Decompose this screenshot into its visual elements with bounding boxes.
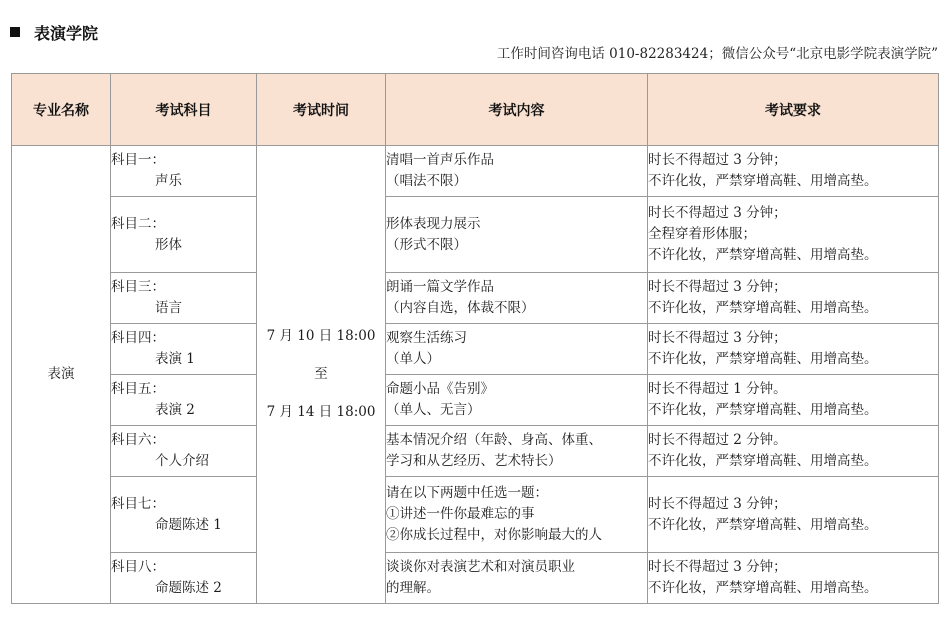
table-row bbox=[12, 324, 939, 375]
column-header-subject: 考试科目 bbox=[111, 74, 257, 146]
subject-cell bbox=[111, 426, 257, 477]
requirement-line: 时长不得超过 3 分钟； bbox=[648, 279, 787, 295]
subject-title: 科目四： bbox=[111, 330, 165, 346]
table-row bbox=[12, 146, 939, 197]
requirement-line: 不许化妆，严禁穿增高鞋、用增高垫。 bbox=[648, 300, 878, 316]
subject-name: 形体 bbox=[155, 236, 182, 253]
section-heading bbox=[10, 20, 98, 44]
content-line: 谈谈你对表演艺术和对演员职业 bbox=[386, 559, 575, 575]
subject-cell bbox=[111, 146, 257, 197]
requirement-line: 时长不得超过 1 分钟。 bbox=[648, 381, 787, 397]
content-line: 学习和从艺经历、艺术特长） bbox=[386, 453, 562, 469]
content-line: 命题小品《告别》 bbox=[386, 381, 494, 397]
content-line: 形体表现力展示 bbox=[386, 215, 481, 232]
subject-cell bbox=[111, 197, 257, 273]
contact-info: 工作时间咨询电话 010-82283424；微信公众号“北京电影学院表演学院” bbox=[496, 46, 938, 62]
subject-title: 科目七： bbox=[111, 495, 165, 512]
content-line: ①讲述一件你最难忘的事 bbox=[386, 506, 535, 522]
subject-title: 科目五： bbox=[111, 381, 165, 397]
content-line: （唱法不限） bbox=[386, 173, 467, 189]
content-cell bbox=[386, 426, 648, 477]
exam-schedule-table bbox=[11, 73, 939, 604]
requirements-cell bbox=[648, 197, 939, 273]
content-cell bbox=[386, 553, 648, 604]
content-line: （形式不限） bbox=[386, 236, 467, 253]
requirements-cell bbox=[648, 553, 939, 604]
column-header-major: 专业名称 bbox=[12, 74, 111, 146]
content-cell bbox=[386, 477, 648, 553]
requirement-line: 不许化妆，严禁穿增高鞋、用增高垫。 bbox=[648, 173, 878, 189]
content-line: 朗诵一篇文学作品 bbox=[386, 279, 494, 295]
subject-name: 个人介绍 bbox=[155, 453, 209, 469]
requirements-cell bbox=[648, 426, 939, 477]
requirement-line: 时长不得超过 3 分钟； bbox=[648, 152, 787, 168]
subject-title: 科目一： bbox=[111, 152, 165, 168]
subject-name: 语言 bbox=[155, 300, 182, 316]
requirements-cell bbox=[648, 375, 939, 426]
subject-name: 命题陈述 2 bbox=[155, 580, 222, 596]
section-title: 表演学院 bbox=[34, 23, 99, 43]
table-row bbox=[12, 553, 939, 604]
requirement-line: 不许化妆，严禁穿增高鞋、用增高垫。 bbox=[648, 351, 878, 367]
requirement-line: 时长不得超过 3 分钟； bbox=[648, 495, 787, 512]
subject-title: 科目三： bbox=[111, 279, 165, 295]
content-line: （单人、无言） bbox=[386, 402, 481, 418]
column-header-requirements: 考试要求 bbox=[648, 74, 939, 146]
content-cell bbox=[386, 146, 648, 197]
requirement-line: 不许化妆，严禁穿增高鞋、用增高垫。 bbox=[648, 453, 878, 469]
exam-time-start: 7 月 10 日 18:00 bbox=[266, 328, 376, 344]
content-cell bbox=[386, 375, 648, 426]
subject-name: 命题陈述 1 bbox=[155, 516, 222, 533]
subject-title: 科目六： bbox=[111, 432, 165, 448]
content-line: 的理解。 bbox=[386, 580, 440, 596]
table-header-row bbox=[12, 74, 939, 146]
content-line: 基本情况介绍（年龄、身高、体重、 bbox=[386, 432, 602, 448]
content-cell bbox=[386, 197, 648, 273]
subject-title: 科目二： bbox=[111, 215, 165, 232]
subject-cell bbox=[111, 553, 257, 604]
column-header-time: 考试时间 bbox=[257, 74, 386, 146]
content-cell bbox=[386, 324, 648, 375]
requirements-cell bbox=[648, 146, 939, 197]
exam-time-separator: 至 bbox=[314, 366, 328, 382]
table-row bbox=[12, 375, 939, 426]
bullet-square-icon bbox=[10, 27, 20, 37]
subject-name: 声乐 bbox=[155, 173, 182, 189]
content-line: （内容自选，体裁不限） bbox=[386, 300, 535, 316]
subject-cell bbox=[111, 477, 257, 553]
subject-name: 表演 2 bbox=[155, 402, 195, 418]
content-line: 清唱一首声乐作品 bbox=[386, 152, 494, 168]
subject-cell bbox=[111, 324, 257, 375]
subject-cell bbox=[111, 375, 257, 426]
requirements-cell bbox=[648, 273, 939, 324]
major-cell: 表演 bbox=[12, 146, 111, 604]
requirement-line: 不许化妆，严禁穿增高鞋、用增高垫。 bbox=[648, 402, 878, 418]
requirement-line: 时长不得超过 3 分钟； bbox=[648, 330, 787, 346]
column-header-content: 考试内容 bbox=[386, 74, 648, 146]
requirement-line: 不许化妆，严禁穿增高鞋、用增高垫。 bbox=[648, 516, 878, 533]
requirement-line: 时长不得超过 3 分钟； bbox=[648, 559, 787, 575]
table-row bbox=[12, 273, 939, 324]
table-row bbox=[12, 426, 939, 477]
requirement-line: 全程穿着形体服； bbox=[648, 226, 756, 242]
subject-cell bbox=[111, 273, 257, 324]
exam-time-end: 7 月 14 日 18:00 bbox=[266, 404, 376, 420]
subject-title: 科目八： bbox=[111, 559, 165, 575]
requirement-line: 时长不得超过 2 分钟。 bbox=[648, 432, 787, 448]
requirement-line: 不许化妆，严禁穿增高鞋、用增高垫。 bbox=[648, 247, 878, 263]
exam-time-cell bbox=[257, 146, 386, 604]
requirement-line: 不许化妆，严禁穿增高鞋、用增高垫。 bbox=[648, 580, 878, 596]
table-row bbox=[12, 477, 939, 553]
content-cell bbox=[386, 273, 648, 324]
requirements-cell bbox=[648, 324, 939, 375]
table-row bbox=[12, 197, 939, 273]
requirements-cell bbox=[648, 477, 939, 553]
content-line: ②你成长过程中，对你影响最大的人 bbox=[386, 527, 602, 543]
subject-name: 表演 1 bbox=[155, 351, 195, 367]
requirement-line: 时长不得超过 3 分钟； bbox=[648, 205, 787, 221]
content-line: （单人） bbox=[386, 351, 440, 367]
content-line: 观察生活练习 bbox=[386, 330, 467, 346]
content-line: 请在以下两题中任选一题： bbox=[386, 485, 548, 501]
